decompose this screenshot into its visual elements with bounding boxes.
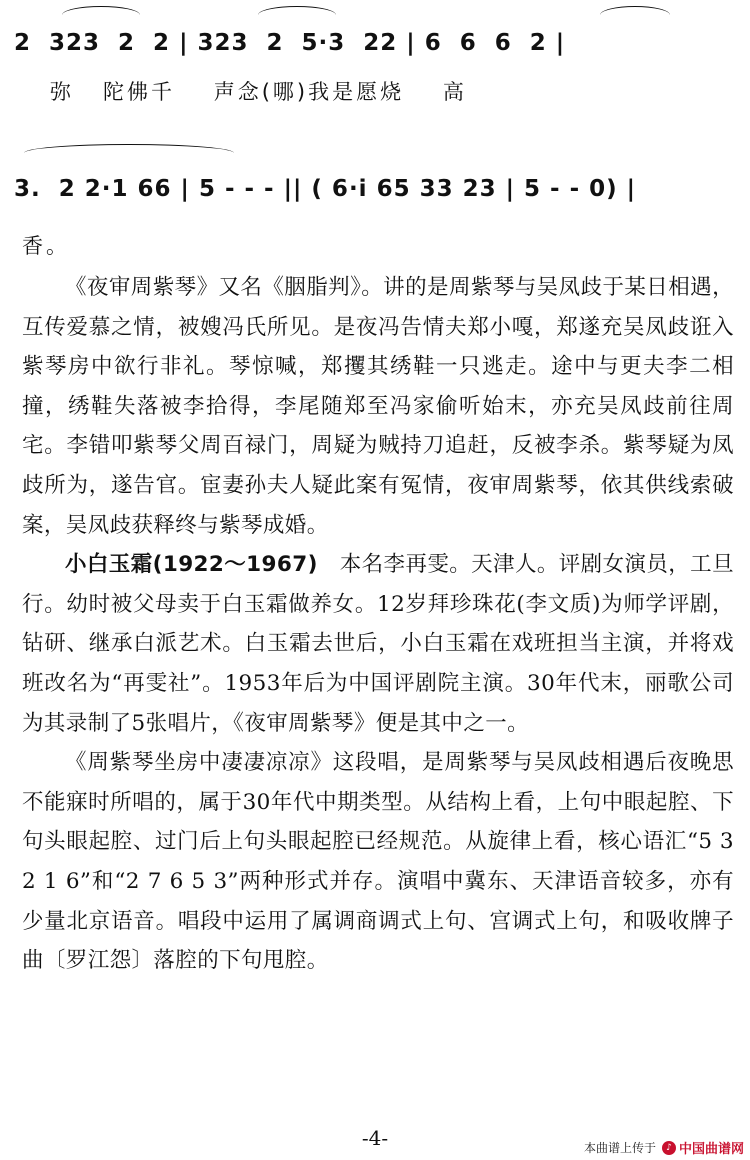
lyrics-line-2: 香。 (22, 234, 70, 258)
upload-note: 本曲谱上传于 (583, 1141, 656, 1155)
page-number: -4- (361, 1126, 389, 1150)
paragraph-text: 《夜审周紫琴》又名《胭脂判》。讲的是周紫琴与吴凤歧于某日相遇，互传爱慕之情，被嫂冯氏所见。是夜冯告情夫郑小嘎，郑遂充吴凤歧诳入紫琴房中欲行非礼。琴惊喊，郑攫其绣鞋一只逃走。途中与更夫李二相撞，绣鞋失落被李拾得，李尾随郑至冯家偷听始末，亦充吴凤歧前往周宅。李错叩紫琴父周百禄门，周疑为贼持刀追赶，反被李杀。紫琴疑为凤歧所为，遂告官。宦妻孙夫人疑此案有冤情，夜审周紫琴，依其供线索破案，吴凤歧获释终与紫琴成婚。 (22, 275, 734, 538)
paragraph-text: 本名李再雯。天津人。评剧女演员，工旦行。幼时被父母卖于白玉霜做养女。12岁拜珍珠花(李文质)为师学评剧，钻研、继承白派艺术。白玉霜去世后，小白玉霜在戏班担当主演，并将戏班改名为“再雯社”。1953年后为中国评剧院主演。30年代末，丽歌公司为其录制了5张唱片，《夜审周紫琴》便是其中之一。 (22, 552, 734, 736)
notation-line-1: 2 323 2 2 | 323 2 5·3 22 | 6 6 6 2 | (14, 30, 566, 56)
score-line-2 (0, 140, 750, 258)
watermark (584, 1138, 744, 1157)
performer-name: 小白玉霜(1922～1967) (65, 552, 318, 578)
slur-mark (62, 6, 140, 15)
score-line-1 (0, 0, 750, 110)
slur-mark (258, 6, 336, 15)
slur-mark (600, 6, 670, 15)
paragraph-text: 《周紫琴坐房中凄凄凉凉》这段唱，是周紫琴与吴凤歧相遇后夜晚思不能寐时所唱的，属于30年代中期类型。从结构上看，上句中眼起腔、下句头眼起腔、过门后上句头眼起腔已经规范。从旋律上看，核心语汇“5 3 2 1 6”和“2 7 6 5 3”两种形式并存。演唱中冀东、天津语音较多，亦有少量北京语音。唱段中运用了属调商调式上句、宫调式上句，和吸收牌子曲〔罗江怨〕落腔的下句甩腔。 (22, 750, 734, 974)
analysis-paragraph (22, 743, 734, 981)
article-body (22, 268, 734, 981)
performer-paragraph (22, 545, 734, 743)
site-logo (662, 1138, 744, 1157)
slur-mark (24, 144, 234, 153)
synopsis-paragraph (22, 268, 734, 545)
site-name: 中国曲谱网 (678, 1142, 744, 1157)
notation-line-2: 3. 2 2·1 66 | 5 - - - || ( 6·i 65 33 23 | 5 - - 0) | (14, 176, 637, 202)
logo-mark-icon: ♪ (662, 1141, 676, 1155)
lyrics-line-1: 弥 陀佛千 声念(哪)我是愿烧 高 (50, 80, 467, 104)
